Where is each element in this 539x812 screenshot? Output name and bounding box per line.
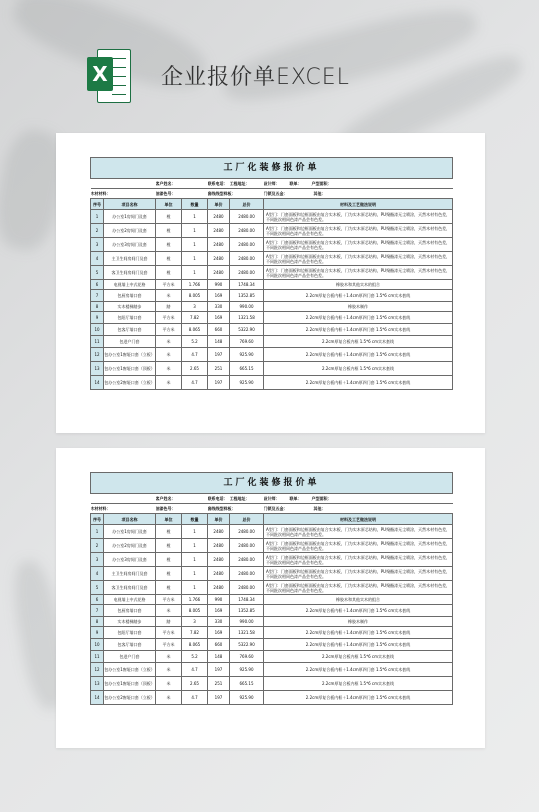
row-number: 7 [91,605,104,617]
row-number: 8 [91,302,104,312]
item-name: 包进户门套 [104,651,156,663]
table-row [91,539,453,553]
designer-label: 设计师： [263,181,280,186]
row-number: 3 [91,553,104,567]
item-description: 2.2cm厚复合板内框＋1.4cm厚四门套 1.5*6 cm实木套线 [264,639,453,651]
item-total: 2480.00 [230,539,264,553]
item-unit: 平方米 [156,324,182,336]
item-name: 包办公室2窗垭口套（立板） [104,691,156,705]
item-name: 主卫生间房间门及套 [104,567,156,581]
item-unit: 樘 [156,252,182,266]
item-description: 2.2cm厚复合板内框＋1.4cm厚四门套 1.5*6 cm实木套线 [264,312,453,324]
item-price: 251 [208,677,230,691]
item-name: 包办公室1窗垭口套（顶板） [104,362,156,376]
item-unit: 樘 [156,567,182,581]
table-row [91,581,453,595]
item-price: 251 [208,362,230,376]
item-name: 办公室2房间门及套 [104,224,156,238]
item-price: 2480 [208,224,230,238]
item-price: 169 [208,605,230,617]
page-title: 企业报价单EXCEL [161,64,350,90]
item-qty: 1 [182,581,208,595]
quote-sheet-card [56,133,485,433]
table-row [91,312,453,324]
table-row [91,663,453,677]
item-name: 包阳厅墙口套 [104,312,156,324]
item-price: 148 [208,336,230,348]
item-total: 769.60 [230,336,264,348]
item-name: 包办公室1窗垭口套（顶板） [104,677,156,691]
item-total: 925.90 [230,376,264,390]
item-name: 办公室1房间门及套 [104,525,156,539]
row-number: 5 [91,266,104,280]
item-unit: 米 [156,362,182,376]
table-row [91,376,453,390]
item-name: 办公室2房间门及套 [104,539,156,553]
item-total: 5322.90 [230,639,264,651]
table-row [91,595,453,605]
col-unit-header: 单位 [156,199,182,210]
item-total: 2480.00 [230,224,264,238]
item-name: 包厨房墙口套 [104,290,156,302]
designer-label: 设计师： [263,496,280,501]
col-qty-header: 数量 [182,514,208,525]
item-qty: 4.7 [182,663,208,677]
item-unit: 平方米 [156,280,182,290]
item-qty: 7.82 [182,627,208,639]
col-no-header: 序号 [91,514,104,525]
item-name: 办公室3房间门及套 [104,553,156,567]
item-name: 客卫生间房间门及套 [104,581,156,595]
item-qty: 1 [182,539,208,553]
row-number: 3 [91,238,104,252]
item-unit: 平方米 [156,312,182,324]
item-qty: 1 [182,210,208,224]
table-row [91,224,453,238]
designer-manager-type-labels [264,494,453,504]
item-price: 2480 [208,210,230,224]
type-label: 户型面积： [311,181,332,186]
row-number: 12 [91,663,104,677]
row-number: 11 [91,651,104,663]
item-qty: 7.82 [182,312,208,324]
item-description: 2.2cm厚复合板内框＋1.4cm厚四门套 1.5*6 cm实木套线 [264,663,453,677]
client-name-label: 客户姓名： [156,179,208,189]
table-row [91,567,453,581]
row-number: 11 [91,336,104,348]
item-price: 660 [208,639,230,651]
item-unit: 樘 [156,210,182,224]
item-total: 2480.00 [230,210,264,224]
item-qty: 4.7 [182,691,208,705]
item-name: 包办公室1窗垭口套（立板） [104,348,156,362]
item-unit: 樘 [156,525,182,539]
item-price: 2480 [208,553,230,567]
type-label: 户型面积： [311,496,332,501]
item-price: 2480 [208,567,230,581]
item-name: 实木楼梯踏步 [104,302,156,312]
manager-label: 联单： [289,496,302,501]
item-qty: 2.65 [182,677,208,691]
item-qty: 1.766 [182,280,208,290]
item-name: 电视墙上中式花格 [104,595,156,605]
item-description: 橡胶木和其他实木的组合 [264,595,453,605]
item-qty: 8.005 [182,605,208,617]
item-description: 2.2cm厚复合板内框 1.5*6 cm实木套线 [264,362,453,376]
info-spacer [91,494,156,504]
address-label: 工程地址： [230,494,264,504]
phone-label: 联系电话： [208,179,230,189]
col-no-header: 序号 [91,199,104,210]
other-label: 其他： [313,506,326,511]
item-description: A型门：门套面板和边框面板由复合实木板，门为实木原芯结构，PU聚酯漆无尘喷涂，天然木材有色差，不同批次相同色漆产品会有色差。 [264,553,453,567]
table-row [91,336,453,348]
item-qty: 3 [182,617,208,627]
table-row [91,691,453,705]
wood-label: 木材材料： [91,189,156,199]
item-price: 197 [208,348,230,362]
item-total: 1321.58 [230,627,264,639]
item-description: 2.2cm厚复合板内框＋1.4cm厚四门套 1.5*6 cm实木套线 [264,348,453,362]
col-name-header: 项目名称 [104,514,156,525]
hardware-other-labels [264,189,453,199]
item-price: 2480 [208,252,230,266]
col-name-header: 项目名称 [104,199,156,210]
item-description: 2.2cm厚复合板内框 1.5*6 cm实木套线 [264,677,453,691]
hardware-label: 门锁及五金： [263,506,288,511]
col-price-header: 单价 [208,199,230,210]
item-unit: 踏 [156,617,182,627]
item-name: 电视墙上中式花格 [104,280,156,290]
item-unit: 樘 [156,238,182,252]
item-unit: 樘 [156,581,182,595]
table-row [91,617,453,627]
table-row [91,627,453,639]
row-number: 14 [91,376,104,390]
item-price: 660 [208,324,230,336]
row-number: 7 [91,290,104,302]
item-description: 2.2cm厚复合板内框 1.5*6 cm实木套线 [264,651,453,663]
item-description: 2.2cm厚复合板内框＋1.4cm厚四门套 1.5*6 cm实木套线 [264,691,453,705]
item-description: A型门：门套面板和边框面板由复合实木板，门为实木原芯结构，PU聚酯漆无尘喷涂，天然木材有色差，不同批次相同色漆产品会有色差。 [264,238,453,252]
item-unit: 米 [156,290,182,302]
item-description: 2.2cm厚复合板内框＋1.4cm厚四门套 1.5*6 cm实木套线 [264,376,453,390]
item-unit: 踏 [156,302,182,312]
col-price-header: 单价 [208,514,230,525]
item-price: 197 [208,663,230,677]
item-qty: 8.065 [182,324,208,336]
item-unit: 樘 [156,553,182,567]
sheet-title: 工厂化装修报价单 [91,473,453,494]
item-name: 包办公室2窗垭口套（立板） [104,376,156,390]
item-description: A型门：门套面板和边框面板由复合实木板，门为实木原芯结构，PU聚酯漆无尘喷涂，天然木材有色差，不同批次相同色漆产品会有色差。 [264,224,453,238]
item-total: 2480.00 [230,525,264,539]
item-price: 990 [208,280,230,290]
item-total: 769.60 [230,651,264,663]
col-desc-header: 材料及工艺做法说明 [264,514,453,525]
table-row [91,639,453,651]
col-total-header: 总价 [230,514,264,525]
row-number: 1 [91,525,104,539]
item-total: 2480.00 [230,581,264,595]
row-number: 9 [91,627,104,639]
paint-label: 油漆色号： [156,189,208,199]
item-qty: 1 [182,525,208,539]
row-number: 10 [91,639,104,651]
row-number: 6 [91,280,104,290]
item-total: 925.90 [230,348,264,362]
row-number: 1 [91,210,104,224]
row-number: 12 [91,348,104,362]
line-label: 套线线型样板： [208,504,264,514]
row-number: 4 [91,252,104,266]
item-name: 办公室1房间门及套 [104,210,156,224]
item-qty: 1 [182,567,208,581]
row-number: 8 [91,617,104,627]
item-qty: 1 [182,266,208,280]
item-name: 客卫生间房间门及套 [104,266,156,280]
table-row [91,302,453,312]
table-row [91,290,453,302]
phone-label: 联系电话： [208,494,230,504]
table-row [91,252,453,266]
item-unit: 樘 [156,266,182,280]
item-qty: 8.065 [182,639,208,651]
table-row [91,525,453,539]
table-row [91,348,453,362]
quote-table [90,472,453,705]
item-unit: 米 [156,677,182,691]
item-total: 990.00 [230,302,264,312]
other-label: 其他： [313,191,326,196]
item-qty: 1 [182,553,208,567]
item-description: A型门：门套面板和边框面板由复合实木板，门为实木原芯结构，PU聚酯漆无尘喷涂，天然木材有色差，不同批次相同色漆产品会有色差。 [264,525,453,539]
item-description: 2.2cm厚复合板内框＋1.4cm厚四门套 1.5*6 cm实木套线 [264,324,453,336]
quote-sheet-card [56,448,485,748]
item-total: 1352.85 [230,290,264,302]
item-total: 990.00 [230,617,264,627]
col-unit-header: 单位 [156,514,182,525]
table-row [91,651,453,663]
row-number: 5 [91,581,104,595]
item-price: 169 [208,290,230,302]
item-price: 169 [208,627,230,639]
item-unit: 米 [156,651,182,663]
item-description: A型门：门套面板和边框面板由复合实木板，门为实木原芯结构，PU聚酯漆无尘喷涂，天然木材有色差，不同批次相同色漆产品会有色差。 [264,581,453,595]
item-price: 990 [208,595,230,605]
item-total: 1321.58 [230,312,264,324]
item-description: A型门：门套面板和边框面板由复合实木板，门为实木原芯结构，PU聚酯漆无尘喷涂，天然木材有色差，不同批次相同色漆产品会有色差。 [264,567,453,581]
wood-label: 木材材料： [91,504,156,514]
item-description: 橡胶木制作 [264,617,453,627]
item-description: A型门：门套面板和边框面板由复合实木板，门为实木原芯结构，PU聚酯漆无尘喷涂，天然木材有色差，不同批次相同色漆产品会有色差。 [264,266,453,280]
item-price: 2480 [208,581,230,595]
item-total: 925.90 [230,663,264,677]
item-name: 办公室3房间门及套 [104,238,156,252]
item-description: 2.2cm厚复合板内框 1.5*6 cm实木套线 [264,336,453,348]
item-price: 330 [208,617,230,627]
excel-badge: X [87,57,113,91]
item-unit: 米 [156,376,182,390]
designer-manager-type-labels [264,179,453,189]
row-number: 14 [91,691,104,705]
item-unit: 米 [156,605,182,617]
item-description: 2.2cm厚复合板内框＋1.4cm厚四门套 1.5*6 cm实木套线 [264,605,453,617]
excel-icon [87,45,131,105]
line-label: 套线线型样板： [208,189,264,199]
item-total: 2480.00 [230,567,264,581]
item-description: A型门：门套面板和边框面板由复合实木板，门为实木原芯结构，PU聚酯漆无尘喷涂，天然木材有色差，不同批次相同色漆产品会有色差。 [264,252,453,266]
item-price: 169 [208,312,230,324]
item-qty: 5.2 [182,651,208,663]
item-qty: 8.005 [182,290,208,302]
item-qty: 2.65 [182,362,208,376]
item-name: 实木楼梯踏步 [104,617,156,627]
item-name: 主卫生间房间门及套 [104,252,156,266]
item-description: A型门：门套面板和边框面板由复合实木板，门为实木原芯结构，PU聚酯漆无尘喷涂，天然木材有色差，不同批次相同色漆产品会有色差。 [264,539,453,553]
item-price: 2480 [208,525,230,539]
item-total: 2480.00 [230,252,264,266]
item-total: 665.15 [230,362,264,376]
row-number: 13 [91,677,104,691]
table-row [91,238,453,252]
item-total: 5322.90 [230,324,264,336]
item-total: 2480.00 [230,553,264,567]
item-total: 925.90 [230,691,264,705]
item-price: 148 [208,651,230,663]
item-qty: 3 [182,302,208,312]
item-unit: 樘 [156,539,182,553]
item-name: 包客厅墙口套 [104,639,156,651]
item-unit: 米 [156,691,182,705]
item-total: 1748.34 [230,280,264,290]
table-row [91,324,453,336]
item-unit: 米 [156,663,182,677]
item-name: 包厨房墙口套 [104,605,156,617]
item-unit: 米 [156,336,182,348]
col-total-header: 总价 [230,199,264,210]
table-row [91,553,453,567]
item-unit: 樘 [156,224,182,238]
item-total: 1748.34 [230,595,264,605]
table-row [91,210,453,224]
table-row [91,280,453,290]
item-description: 橡胶木和其他实木的组合 [264,280,453,290]
client-name-label: 客户姓名： [156,494,208,504]
item-price: 2480 [208,238,230,252]
item-qty: 1 [182,238,208,252]
item-qty: 4.7 [182,376,208,390]
item-price: 330 [208,302,230,312]
col-qty-header: 数量 [182,199,208,210]
item-name: 包办公室1窗垭口套（立板） [104,663,156,677]
item-unit: 平方米 [156,639,182,651]
sheet-title: 工厂化装修报价单 [91,158,453,179]
item-price: 2480 [208,539,230,553]
table-row [91,266,453,280]
row-number: 6 [91,595,104,605]
item-description: 2.2cm厚复合板内框＋1.4cm厚四门套 1.5*6 cm实木套线 [264,627,453,639]
item-total: 665.15 [230,677,264,691]
col-desc-header: 材料及工艺做法说明 [264,199,453,210]
item-qty: 1 [182,224,208,238]
table-row [91,605,453,617]
item-unit: 平方米 [156,595,182,605]
row-number: 9 [91,312,104,324]
row-number: 13 [91,362,104,376]
row-number: 10 [91,324,104,336]
item-unit: 平方米 [156,627,182,639]
quote-table [90,157,453,390]
item-description: A型门：门套面板和边框面板由复合实木板，门为实木原芯结构，PU聚酯漆无尘喷涂，天然木材有色差，不同批次相同色漆产品会有色差。 [264,210,453,224]
item-price: 197 [208,691,230,705]
item-description: 橡胶木制作 [264,302,453,312]
item-total: 2480.00 [230,266,264,280]
item-name: 包进户门套 [104,336,156,348]
row-number: 2 [91,224,104,238]
item-qty: 5.2 [182,336,208,348]
item-name: 包阳厅墙口套 [104,627,156,639]
table-row [91,677,453,691]
item-qty: 1 [182,252,208,266]
item-price: 197 [208,376,230,390]
hardware-other-labels [264,504,453,514]
item-description: 2.2cm厚复合板内框＋1.4cm厚四门套 1.5*6 cm实木套线 [264,290,453,302]
item-qty: 4.7 [182,348,208,362]
item-price: 2480 [208,266,230,280]
item-name: 包客厅墙口套 [104,324,156,336]
address-label: 工程地址： [230,179,264,189]
info-spacer [91,179,156,189]
page-header [87,45,350,105]
table-row [91,362,453,376]
row-number: 4 [91,567,104,581]
item-qty: 1.766 [182,595,208,605]
item-total: 1352.85 [230,605,264,617]
item-unit: 米 [156,348,182,362]
hardware-label: 门锁及五金： [263,191,288,196]
paint-label: 油漆色号： [156,504,208,514]
item-total: 2480.00 [230,238,264,252]
manager-label: 联单： [289,181,302,186]
row-number: 2 [91,539,104,553]
